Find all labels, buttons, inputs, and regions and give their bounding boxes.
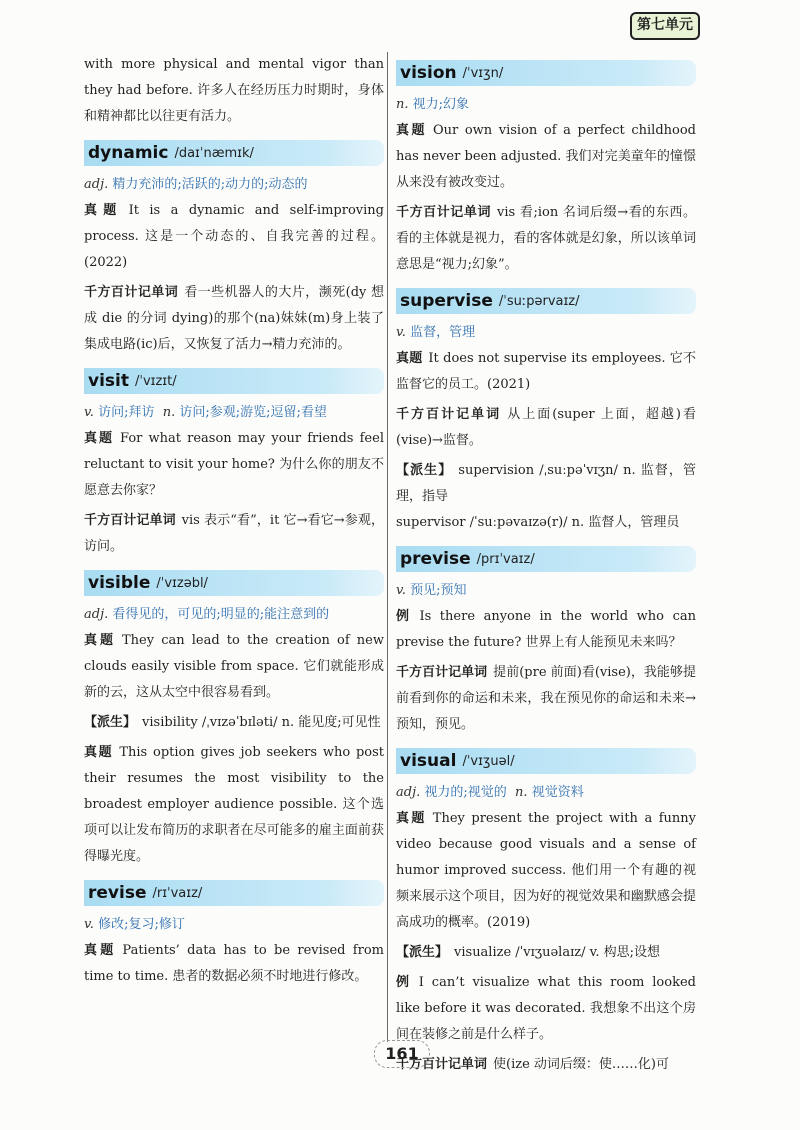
memo-label: 千方百计记单词 [396, 407, 502, 422]
meaning: 预见;预知 [410, 583, 467, 598]
headword-visible [84, 570, 384, 596]
memo-text: 看一些机器人的大片，濒死(dy 想成 die 的分词 dying)的那个(na)妹妹(m)身上装了集成电路(ic)后，又恢复了活力→精力充沛的。 [84, 285, 384, 352]
memory-tip [396, 1052, 696, 1078]
headword: visible [88, 573, 151, 593]
headword-visit [84, 368, 384, 394]
derivation [84, 710, 384, 736]
derivation [396, 458, 696, 510]
pos-abbr: v. [396, 583, 406, 598]
headword-visual [396, 748, 696, 774]
unit-badge: 第七单元 [630, 12, 700, 40]
pos-abbr: v. [84, 405, 94, 420]
headword: dynamic [88, 143, 169, 163]
pos-abbr: v. [84, 917, 94, 932]
pos-abbr-2: n. [162, 405, 176, 420]
headword: revise [88, 883, 147, 903]
exam-sentence [84, 628, 384, 706]
exam-label: 真题 [396, 123, 427, 138]
exam-text: It is a dynamic and self-improving process. 这是一个动态的、自我完善的过程。(2022) [84, 203, 384, 270]
headword-vision [396, 60, 696, 86]
memo-text: vis 表示“看”，it 它→看它→参观，访问。 [84, 513, 384, 554]
intro-text: with more physical and mental vigor than they had before. 许多人在经历压力时期时，身体和精神都比以往更有活力。 [84, 57, 384, 124]
meaning: 看得见的，可见的;明显的;能注意到的 [112, 607, 330, 622]
headword: supervise [400, 291, 493, 311]
derive-label: 【派生】 [396, 463, 453, 478]
headword: visual [400, 751, 457, 771]
phonetic: /ˈvɪzəbl/ [156, 575, 208, 591]
exam-label: 真题 [84, 745, 114, 760]
derive-text: supervision /ˌsuːpəˈvɪʒn/ n. 监督，管理，指导 [396, 463, 696, 504]
pos-abbr: v. [396, 325, 406, 340]
exam-sentence [396, 118, 696, 196]
headword-dynamic [84, 140, 384, 166]
meaning: 视力;幻象 [412, 97, 470, 112]
phonetic: /ˈvɪʒuəl/ [462, 753, 515, 769]
exam-sentence-2 [84, 740, 384, 870]
meaning: 监督，管理 [410, 325, 476, 340]
exam-sentence [84, 426, 384, 504]
column-divider [387, 52, 388, 1042]
derivation [396, 940, 696, 966]
example-text: I can’t visualize what this room looked like before it was decorated. 我想象不出这个房间在装修之前是什么样子。 [396, 975, 696, 1042]
exam-text: They present the project with a funny video because good visuals and a sense of humor improved success. 他们用一个有趣的视频来展示这个项目，因为好的视觉效果和幽默感会提高成功的概率。(2019) [396, 811, 696, 930]
exam-text: Patients’ data has to be revised from time to time. 患者的数据必须不时地进行修改。 [84, 943, 384, 984]
memo-label: 千方百计记单词 [396, 205, 492, 220]
definition [396, 780, 696, 806]
phonetic: /prɪˈvaɪz/ [476, 551, 535, 567]
pos-abbr: adj. [396, 785, 421, 800]
meaning: 视力的;视觉的 [424, 785, 507, 800]
definition [396, 92, 696, 118]
headword: previse [400, 549, 471, 569]
memory-tip [396, 660, 696, 738]
exam-label: 真题 [84, 431, 115, 446]
memo-text: 提前(pre 前面)看(vise)，我能够提前看到你的命运和未来，我在预见你的命运和未来→预知，预见。 [396, 665, 696, 732]
derive-text: visibility /ˌvɪzəˈbɪləti/ n. 能见度;可见性 [142, 715, 381, 730]
headword: visit [88, 371, 129, 391]
memory-tip [84, 280, 384, 358]
meaning: 精力充沛的;活跃的;动力的;动态的 [112, 177, 308, 192]
exam-label: 真题 [84, 633, 116, 648]
phonetic: /ˈvɪʒn/ [462, 65, 504, 81]
exam-text: Our own vision of a perfect childhood has never been adjusted. 我们对完美童年的憧憬从来没有被改变过。 [396, 123, 696, 190]
exam-sentence [84, 938, 384, 990]
exam-sentence [396, 346, 696, 398]
exam-label: 真题 [84, 203, 123, 218]
definition [84, 912, 384, 938]
pos-abbr: adj. [84, 177, 109, 192]
memo-label: 千方百计记单词 [396, 665, 488, 680]
phonetic: /daɪˈnæmɪk/ [174, 145, 254, 161]
example-text: Is there anyone in the world who can previse the future? 世界上有人能预见未来吗？ [396, 609, 696, 650]
memo-label: 千方百计记单词 [396, 1057, 488, 1072]
memo-label: 千方百计记单词 [84, 285, 179, 300]
exam-text: It does not supervise its employees. 它不监督它的员工。(2021) [396, 351, 696, 392]
headword-supervise [396, 288, 696, 314]
right-column [396, 52, 696, 1078]
example-sentence [396, 604, 696, 656]
page-number: 161 [374, 1040, 430, 1068]
exam-label: 真题 [396, 811, 427, 826]
pos-abbr: adj. [84, 607, 109, 622]
definition [396, 320, 696, 346]
memory-tip [396, 200, 696, 278]
memory-tip [396, 402, 696, 454]
example-label: 例 [396, 609, 414, 624]
memo-text: vis 看;ion 名词后缀→看的东西。看的主体就是视力，看的客体就是幻象，所以该单词意思是“视力;幻象”。 [396, 205, 696, 272]
meaning: 访问;拜访 [98, 405, 155, 420]
meaning-2: 视觉资料 [531, 785, 584, 800]
headword-previse [396, 546, 696, 572]
exam-text: They can lead to the creation of new clouds easily visible from space. 它们就能形成新的云，这从太空中很容易看到。 [84, 633, 384, 700]
memo-label: 千方百计记单词 [84, 513, 176, 528]
exam-sentence [84, 198, 384, 276]
headword-revise [84, 880, 384, 906]
phonetic: /rɪˈvaɪz/ [152, 885, 203, 901]
exam-text: For what reason may your friends feel reluctant to visit your home? 为什么你的朋友不愿意去你家？ [84, 431, 384, 498]
left-column [84, 52, 384, 990]
headword: vision [400, 63, 457, 83]
pos-abbr-2: n. [515, 785, 528, 800]
example-label: 例 [396, 975, 413, 990]
meaning: 修改;复习;修订 [98, 917, 185, 932]
exam-label: 真题 [84, 943, 117, 958]
exam-text: This option gives job seekers who post their resumes the most visibility to the broadest employer audience possible. 这个选项可以让发布简历的求职者在尽可能多的雇主面前获得曝光度。 [84, 745, 384, 864]
phonetic: /ˈsuːpərvaɪz/ [498, 293, 580, 309]
memo-text: 从上面(super 上面，超越)看(vise)→监督。 [396, 407, 696, 448]
definition [84, 172, 384, 198]
derivation-2: supervisor /ˈsuːpəvaɪzə(r)/ n. 监督人，管理员 [396, 515, 680, 530]
example-sentence [396, 970, 696, 1048]
definition [84, 602, 384, 628]
definition [396, 578, 696, 604]
meaning-2: 访问;参观;游览;逗留;看望 [179, 405, 327, 420]
definition [84, 400, 384, 426]
exam-label: 真题 [396, 351, 423, 366]
derive-label: 【派生】 [84, 715, 137, 730]
phonetic: /ˈvɪzɪt/ [134, 373, 177, 389]
pos-abbr: n. [396, 97, 409, 112]
exam-sentence [396, 806, 696, 936]
derive-label: 【派生】 [396, 945, 449, 960]
memory-tip [84, 508, 384, 560]
memo-text: 使(ize 动词后缀：使……化)可 [493, 1057, 669, 1072]
derive-text: visualize /ˈvɪʒuəlaɪz/ v. 构思;设想 [454, 945, 661, 960]
